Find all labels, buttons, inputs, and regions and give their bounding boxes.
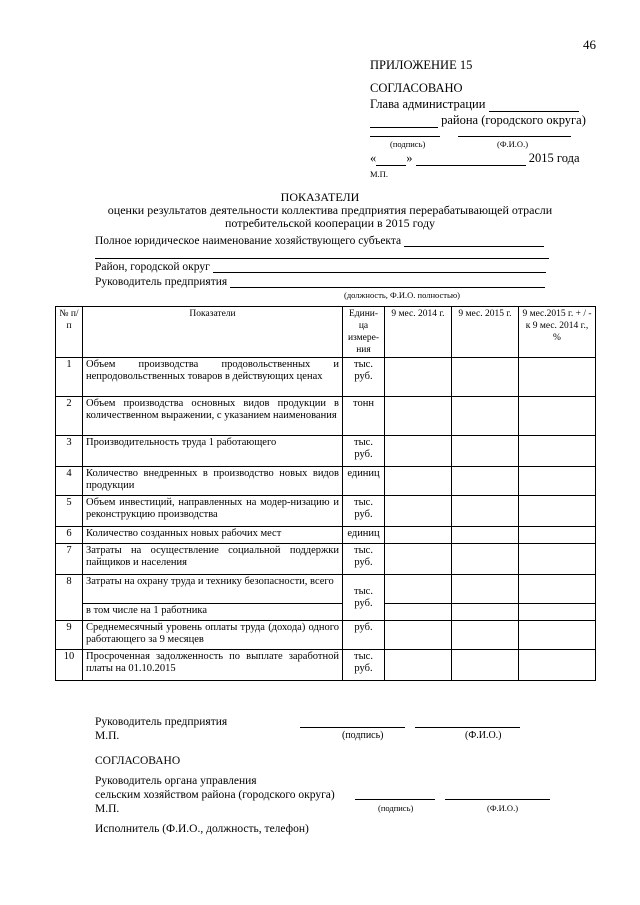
table-row (56, 650, 596, 681)
table-row (56, 544, 596, 575)
footer-fio-caption: (Ф.И.О.) (465, 730, 502, 741)
row-num: 3 (56, 436, 83, 467)
table-row (56, 527, 596, 544)
row-cell[interactable] (385, 544, 452, 575)
row-num: 9 (56, 621, 83, 650)
footer-manager: Руководитель предприятия (95, 716, 228, 728)
header-col2: 9 мес. 2015 г. (452, 307, 519, 358)
row-cell[interactable] (519, 496, 596, 527)
month-blank (416, 165, 526, 166)
head-admin-label: Глава администрации (370, 97, 486, 111)
manager-field (95, 276, 545, 288)
document-subtitle-2: потребительской кооперации в 2015 году (224, 216, 436, 230)
document-title: ПОКАЗАТЕЛИ (280, 190, 360, 204)
row-cell[interactable] (452, 527, 519, 544)
row-name: Объем производства продовольственных и непродовольственных товаров в действующих ценах (83, 358, 343, 397)
row-cell[interactable] (452, 621, 519, 650)
row-cell[interactable] (452, 467, 519, 496)
date-quote-close: » (406, 151, 413, 165)
row-cell[interactable] (385, 436, 452, 467)
row-cell[interactable] (519, 436, 596, 467)
row-num: 6 (56, 527, 83, 544)
footer-sig-caption-2: (подпись) (378, 803, 414, 813)
row-name: Количество созданных новых рабочих мест (83, 527, 343, 544)
row-name: Объем производства основных видов продукции в количественном выражении, с указанием наименования (83, 397, 343, 436)
row-unit: тыс. руб. (343, 650, 385, 681)
footer-fio-line (415, 727, 520, 728)
appendix-label: ПРИЛОЖЕНИЕ 15 (370, 58, 473, 72)
footer-fio-caption-2: (Ф.И.О.) (487, 803, 519, 813)
row-cell[interactable] (385, 575, 452, 604)
row-cell[interactable] (452, 604, 519, 621)
stamp-label: М.П. (370, 169, 388, 179)
row-name: Просроченная задолженность по выплате заработной платы на 01.10.2015 (83, 650, 343, 681)
row-num: 2 (56, 397, 83, 436)
row-cell[interactable] (385, 397, 452, 436)
row-unit: единиц (343, 527, 385, 544)
row-unit: руб. (343, 621, 385, 650)
footer-fio-line-2 (445, 799, 550, 800)
row-subname: в том числе на 1 работника (83, 604, 343, 621)
row-cell[interactable] (385, 621, 452, 650)
full-name-label: Полное юридическое наименование хозяйствующего субъекта (95, 235, 402, 247)
row-num: 5 (56, 496, 83, 527)
row-cell[interactable] (385, 650, 452, 681)
table-row (56, 397, 596, 436)
district-field (95, 261, 546, 273)
row-cell[interactable] (519, 358, 596, 397)
row-cell[interactable] (385, 527, 452, 544)
footer-agency-2: сельским хозяйством района (городского округа) (95, 789, 335, 801)
agreed-label: СОГЛАСОВАНО (370, 81, 463, 95)
footer-stamp-2: М.П. (95, 803, 120, 815)
row-cell[interactable] (452, 496, 519, 527)
fio-caption: (Ф.И.О.) (497, 139, 529, 149)
row-cell[interactable] (519, 527, 596, 544)
header-col1: 9 мес. 2014 г. (385, 307, 452, 358)
document-subtitle-1: оценки результатов деятельности коллектива предприятия перерабатывающей отрасли (107, 203, 553, 217)
row-cell[interactable] (452, 358, 519, 397)
manager-field-label: Руководитель предприятия (95, 276, 228, 288)
row-unit: тыс. руб. (343, 544, 385, 575)
row-num: 1 (56, 358, 83, 397)
date-line (370, 151, 580, 166)
row-cell[interactable] (452, 575, 519, 604)
header-indicator: Показатели (83, 307, 343, 358)
full-name-blank-2 (95, 258, 549, 259)
row-num: 7 (56, 544, 83, 575)
row-cell[interactable] (519, 544, 596, 575)
row-cell[interactable] (385, 467, 452, 496)
row-cell[interactable] (385, 358, 452, 397)
table-header-row (56, 307, 596, 358)
footer-sig-line-2 (355, 799, 435, 800)
table-row (56, 575, 596, 604)
district-label: района (городского округа) (441, 113, 586, 127)
row-name: Объем инвестиций, направленных на модер-низацию и реконструкцию производства (83, 496, 343, 527)
district-field-label: Район, городской округ (95, 261, 210, 273)
row-name: Производительность труда 1 работающего (83, 436, 343, 467)
page-number: 46 (583, 37, 596, 52)
footer-agreed: СОГЛАСОВАНО (95, 755, 181, 767)
full-name-blank (404, 246, 544, 247)
manager-field-hint: (должность, Ф.И.О. полностью) (344, 290, 461, 300)
district-blank (370, 127, 438, 128)
head-admin-line (370, 97, 579, 112)
row-cell[interactable] (519, 650, 596, 681)
footer-sig-line (300, 727, 405, 728)
row-unit: единиц (343, 467, 385, 496)
row-num: 8 (56, 575, 83, 621)
year-label: 2015 года (528, 151, 580, 165)
district-line (370, 113, 586, 128)
table-subrow (56, 604, 596, 621)
header-unit: Едини- ца измере- ния (343, 307, 385, 358)
row-cell[interactable] (519, 621, 596, 650)
footer-executor: Исполнитель (Ф.И.О., должность, телефон) (95, 823, 309, 835)
header-col3: 9 мес.2015 г. + / - к 9 мес. 2014 г., % (519, 307, 596, 358)
manager-field-blank (230, 287, 545, 288)
table-row (56, 467, 596, 496)
row-unit: тыс. руб. (343, 436, 385, 467)
row-cell[interactable] (452, 544, 519, 575)
row-unit: тыс. руб. (343, 496, 385, 527)
row-cell[interactable] (519, 604, 596, 621)
row-name: Среднемесячный уровень оплаты труда (дохода) одного работающего за 9 месяцев (83, 621, 343, 650)
table-row (56, 436, 596, 467)
row-cell[interactable] (519, 397, 596, 436)
table-row (56, 496, 596, 527)
footer-sig-caption: (подпись) (342, 730, 384, 741)
row-cell[interactable] (519, 575, 596, 604)
indicators-table (55, 306, 596, 681)
row-num: 10 (56, 650, 83, 681)
full-name-field (95, 235, 544, 247)
row-cell[interactable] (519, 467, 596, 496)
footer-agency-1: Руководитель органа управления (95, 775, 257, 787)
row-cell[interactable] (452, 436, 519, 467)
row-cell[interactable] (452, 650, 519, 681)
row-num: 4 (56, 467, 83, 496)
day-blank (376, 165, 406, 166)
row-unit: тонн (343, 397, 385, 436)
header-num: № п/п (56, 307, 83, 358)
row-cell[interactable] (385, 604, 452, 621)
head-admin-blank (489, 111, 579, 112)
row-name: Затраты на охрану труда и технику безопасности, всего (83, 575, 343, 604)
date-quote-open: « (370, 151, 377, 165)
row-cell[interactable] (385, 496, 452, 527)
district-field-blank (213, 272, 546, 273)
table-row (56, 358, 596, 397)
signature-line (370, 136, 440, 137)
row-name: Затраты на осуществление социальной поддержки пайщиков и населения (83, 544, 343, 575)
row-unit: тыс. руб. (343, 358, 385, 397)
fio-line (458, 136, 571, 137)
row-name: Количество внедренных в производство новых видов продукции (83, 467, 343, 496)
table-row (56, 621, 596, 650)
row-unit: тыс. руб. (343, 575, 385, 621)
signature-caption: (подпись) (390, 139, 426, 149)
footer-stamp: М.П. (95, 730, 120, 742)
row-cell[interactable] (452, 397, 519, 436)
